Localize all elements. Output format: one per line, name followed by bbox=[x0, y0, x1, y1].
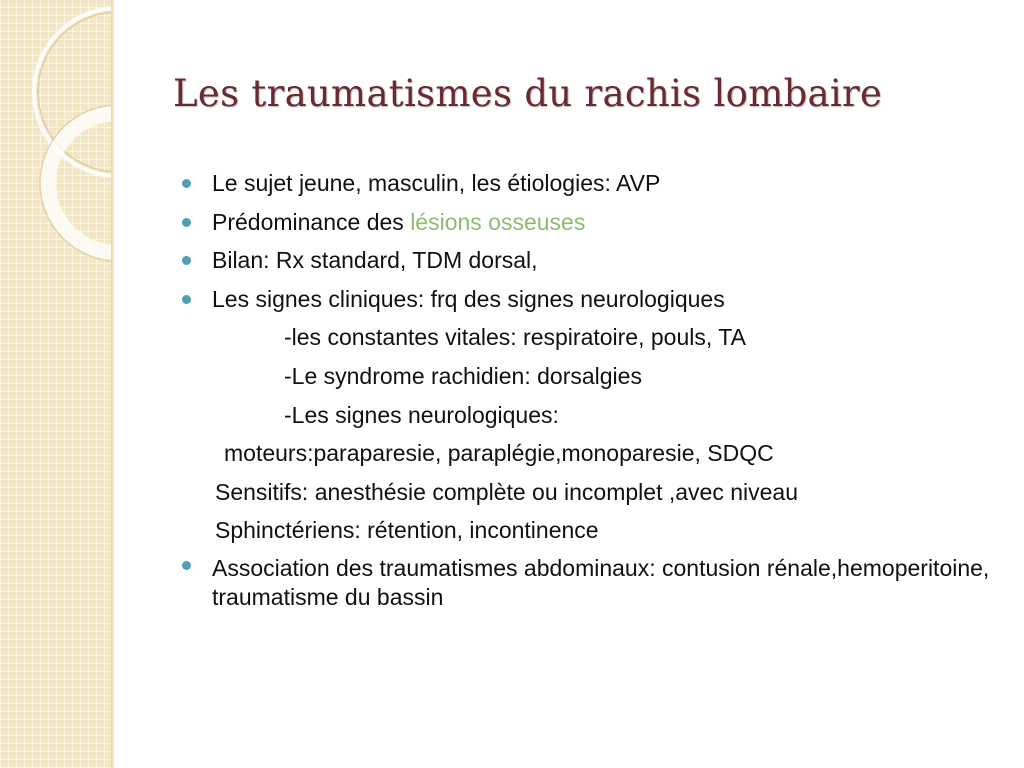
bullet-text: Association des traumatismes abdominaux: contusion rénale,hemoperitoine, traumatisme du bassin bbox=[212, 554, 990, 610]
bullet-icon bbox=[182, 561, 191, 570]
sub-item bbox=[212, 357, 1002, 396]
detail-text: moteurs:paraparesie, paraplégie,monoparesie, SDQC bbox=[224, 440, 774, 467]
bullet-text: Le sujet jeune, masculin, les étiologies: AVP bbox=[212, 170, 661, 196]
decorative-sidebar bbox=[0, 0, 113, 768]
bullet-text: Prédominance des bbox=[212, 208, 411, 235]
bullet-item bbox=[212, 550, 1002, 612]
sub-item-text: -Le syndrome rachidien: dorsalgies bbox=[284, 362, 642, 389]
sidebar-edge bbox=[111, 0, 114, 768]
sub-item bbox=[212, 396, 1002, 435]
bullet-item bbox=[212, 280, 1002, 319]
detail-text: Sensitifs: anesthésie complète ou incomplet ,avec niveau bbox=[215, 478, 798, 505]
sub-item-text: -les constantes vitales: respiratoire, pouls, TA bbox=[284, 324, 746, 351]
bullet-icon bbox=[182, 218, 191, 227]
bullet-icon bbox=[182, 179, 191, 188]
bullet-item bbox=[212, 203, 1002, 242]
bullet-text: Les signes cliniques: frq des signes neurologiques bbox=[212, 285, 725, 312]
sub-item-text: -Les signes neurologiques: bbox=[284, 401, 559, 428]
sub-item bbox=[212, 318, 1002, 357]
detail-line bbox=[212, 473, 1002, 512]
bullet-text: Bilan: Rx standard, TDM dorsal, bbox=[212, 247, 538, 274]
decorative-circles-icon bbox=[0, 0, 113, 300]
highlighted-text: lésions osseuses bbox=[410, 208, 586, 235]
detail-line bbox=[212, 434, 1002, 473]
bullet-icon bbox=[182, 256, 191, 265]
bullet-icon bbox=[182, 295, 191, 304]
bullet-item bbox=[212, 164, 1002, 203]
bullet-item bbox=[212, 241, 1002, 280]
detail-line bbox=[212, 511, 1002, 550]
slide-body bbox=[212, 164, 1002, 612]
detail-text: Sphinctériens: rétention, incontinence bbox=[215, 517, 599, 544]
slide-title: Les traumatismes du rachis lombaire bbox=[173, 72, 883, 115]
